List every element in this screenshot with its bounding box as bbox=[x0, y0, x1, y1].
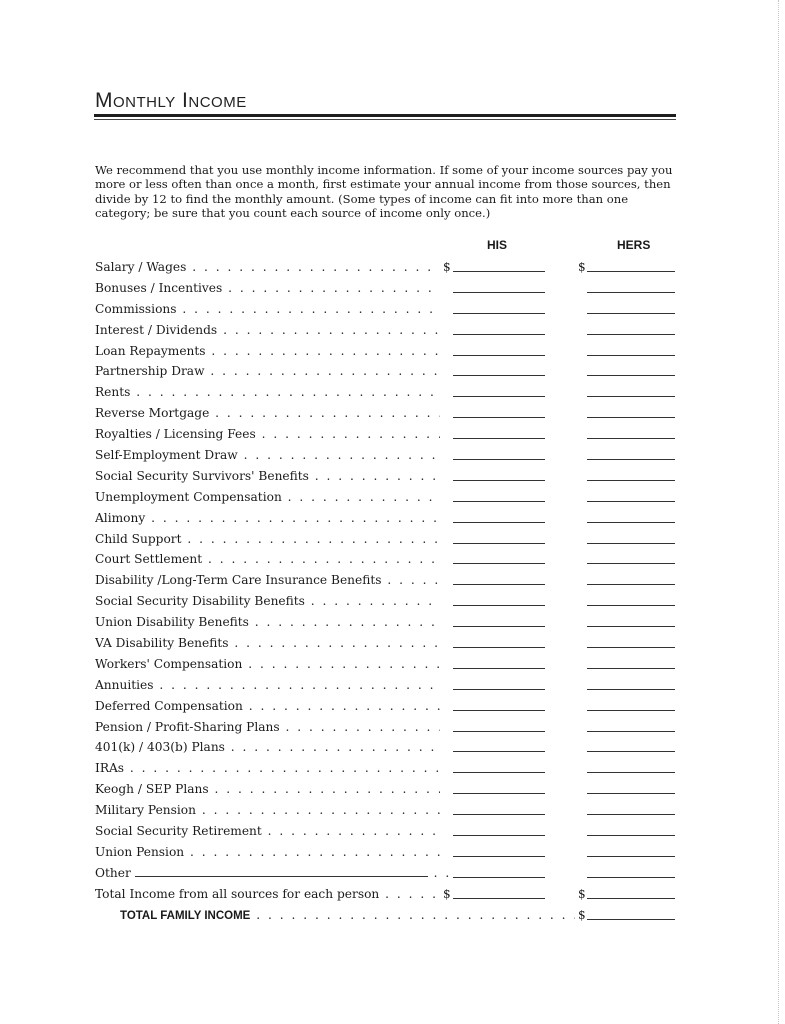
hers-total-field[interactable] bbox=[587, 898, 675, 899]
hers-amount-field[interactable] bbox=[587, 668, 675, 669]
income-row bbox=[95, 381, 685, 402]
his-amount-field[interactable] bbox=[453, 459, 545, 460]
other-description-field[interactable] bbox=[135, 866, 428, 877]
hers-amount-field[interactable] bbox=[587, 271, 675, 272]
column-header-hers: HERS bbox=[617, 238, 651, 252]
income-row bbox=[95, 444, 685, 465]
income-row bbox=[95, 799, 685, 820]
hers-amount-field[interactable] bbox=[587, 459, 675, 460]
his-amount-field[interactable] bbox=[453, 375, 545, 376]
income-label: Partnership Draw . . . bbox=[95, 363, 440, 379]
income-row bbox=[95, 340, 685, 361]
income-row bbox=[95, 611, 685, 632]
income-row bbox=[95, 632, 685, 653]
his-amount-field[interactable] bbox=[453, 334, 545, 335]
income-label: Bonuses / Incentives . . . bbox=[95, 280, 440, 296]
income-label: Interest / Dividends . . . bbox=[95, 322, 440, 338]
income-label: Child Support . . . bbox=[95, 531, 440, 547]
his-amount-field[interactable] bbox=[453, 543, 545, 544]
his-amount-field[interactable] bbox=[453, 835, 545, 836]
income-row-other bbox=[95, 862, 685, 883]
hers-amount-field[interactable] bbox=[587, 480, 675, 481]
total-family-income-text: TOTAL FAMILY INCOME bbox=[120, 909, 251, 922]
page-edge bbox=[778, 0, 780, 1024]
income-label: Annuities . . . bbox=[95, 677, 440, 693]
his-amount-field[interactable] bbox=[453, 710, 545, 711]
hers-amount-field[interactable] bbox=[587, 731, 675, 732]
hers-amount-field[interactable] bbox=[587, 501, 675, 502]
total-family-income-row bbox=[95, 904, 685, 925]
income-label: Salary / Wages . . . bbox=[95, 259, 440, 275]
income-label: Pension / Profit-Sharing Plans . . . bbox=[95, 719, 440, 735]
column-header-his: HIS bbox=[487, 238, 508, 252]
income-row bbox=[95, 820, 685, 841]
hers-amount-field[interactable] bbox=[587, 605, 675, 606]
title-rule-thin bbox=[94, 119, 676, 120]
hers-amount-field[interactable] bbox=[587, 375, 675, 376]
hers-amount-field[interactable] bbox=[587, 814, 675, 815]
his-dollar-sign: $ bbox=[443, 886, 451, 901]
income-label: 401(k) / 403(b) Plans . . . bbox=[95, 739, 440, 755]
hers-amount-field[interactable] bbox=[587, 334, 675, 335]
his-amount-field[interactable] bbox=[453, 731, 545, 732]
hers-amount-field[interactable] bbox=[587, 543, 675, 544]
his-amount-field[interactable] bbox=[453, 584, 545, 585]
his-amount-field[interactable] bbox=[453, 313, 545, 314]
other-label bbox=[95, 865, 451, 881]
income-row bbox=[95, 757, 685, 778]
income-label: Commissions . . . bbox=[95, 301, 440, 317]
hers-amount-field[interactable] bbox=[587, 710, 675, 711]
income-row bbox=[95, 256, 685, 277]
total-per-person-row bbox=[95, 883, 685, 904]
income-label: Union Disability Benefits . . . bbox=[95, 614, 440, 630]
income-label: Rents . . . bbox=[95, 384, 440, 400]
income-row bbox=[95, 360, 685, 381]
income-row bbox=[95, 402, 685, 423]
income-row bbox=[95, 277, 685, 298]
income-label: Workers' Compensation . . . bbox=[95, 656, 440, 672]
intro-paragraph: We recommend that you use monthly income information. If some of your income sources pay you more or less often than once a month, first estimate your annual income from those sources, then divide by 12 to find the monthly amount. (Some types of income can fit into more than one category; be sure that you count each source of income only once.) bbox=[95, 163, 673, 220]
his-amount-field[interactable] bbox=[453, 355, 545, 356]
hers-amount-field[interactable] bbox=[587, 647, 675, 648]
total-family-income-label bbox=[120, 907, 575, 924]
income-label: Union Pension . . . bbox=[95, 844, 440, 860]
hers-amount-field[interactable] bbox=[587, 313, 675, 314]
hers-dollar-sign: $ bbox=[578, 886, 586, 901]
his-amount-field[interactable] bbox=[453, 563, 545, 564]
income-label: Court Settlement . . . bbox=[95, 551, 440, 567]
hers-amount-field[interactable] bbox=[587, 522, 675, 523]
income-row bbox=[95, 528, 685, 549]
income-row bbox=[95, 569, 685, 590]
income-label: Military Pension . . . bbox=[95, 802, 440, 818]
hers-amount-field[interactable] bbox=[587, 563, 675, 564]
his-amount-field[interactable] bbox=[453, 877, 545, 878]
his-amount-field[interactable] bbox=[453, 647, 545, 648]
hers-amount-field[interactable] bbox=[587, 835, 675, 836]
his-amount-field[interactable] bbox=[453, 480, 545, 481]
income-label: Disability /Long-Term Care Insurance Benefits . . . bbox=[95, 572, 440, 588]
income-table bbox=[95, 256, 685, 925]
income-row bbox=[95, 465, 685, 486]
hers-amount-field[interactable] bbox=[587, 438, 675, 439]
his-total-field[interactable] bbox=[453, 898, 545, 899]
income-label: Royalties / Licensing Fees . . . bbox=[95, 426, 440, 442]
hers-amount-field[interactable] bbox=[587, 626, 675, 627]
income-row bbox=[95, 716, 685, 737]
income-row bbox=[95, 695, 685, 716]
his-amount-field[interactable] bbox=[453, 793, 545, 794]
income-label: IRAs . . . bbox=[95, 760, 440, 776]
his-amount-field[interactable] bbox=[453, 814, 545, 815]
income-label: Social Security Disability Benefits . . . bbox=[95, 593, 440, 609]
family-total-field[interactable] bbox=[587, 919, 675, 920]
income-label: Self-Employment Draw . . . bbox=[95, 447, 440, 463]
income-row bbox=[95, 841, 685, 862]
total-per-person-label: Total Income from all sources for each person . . . bbox=[95, 886, 440, 902]
income-row bbox=[95, 674, 685, 695]
his-amount-field[interactable] bbox=[453, 292, 545, 293]
hers-amount-field[interactable] bbox=[587, 417, 675, 418]
his-amount-field[interactable] bbox=[453, 772, 545, 773]
his-amount-field[interactable] bbox=[453, 271, 545, 272]
hers-amount-field[interactable] bbox=[587, 292, 675, 293]
his-amount-field[interactable] bbox=[453, 626, 545, 627]
hers-amount-field[interactable] bbox=[587, 689, 675, 690]
his-amount-field[interactable] bbox=[453, 417, 545, 418]
his-amount-field[interactable] bbox=[453, 396, 545, 397]
family-dollar-sign: $ bbox=[578, 907, 586, 922]
income-row bbox=[95, 298, 685, 319]
income-row bbox=[95, 590, 685, 611]
income-row bbox=[95, 548, 685, 569]
income-label: Social Security Survivors' Benefits . . . bbox=[95, 468, 440, 484]
income-label: VA Disability Benefits . . . bbox=[95, 635, 440, 651]
income-label: Loan Repayments . . . bbox=[95, 343, 440, 359]
his-amount-field[interactable] bbox=[453, 605, 545, 606]
income-label: Alimony . . . bbox=[95, 510, 440, 526]
his-amount-field[interactable] bbox=[453, 856, 545, 857]
hers-dollar-sign: $ bbox=[578, 260, 586, 274]
hers-amount-field[interactable] bbox=[587, 793, 675, 794]
hers-amount-field[interactable] bbox=[587, 355, 675, 356]
his-amount-field[interactable] bbox=[453, 689, 545, 690]
income-row bbox=[95, 778, 685, 799]
his-amount-field[interactable] bbox=[453, 501, 545, 502]
hers-amount-field[interactable] bbox=[587, 396, 675, 397]
hers-amount-field[interactable] bbox=[587, 877, 675, 878]
income-row bbox=[95, 653, 685, 674]
hers-amount-field[interactable] bbox=[587, 856, 675, 857]
hers-amount-field[interactable] bbox=[587, 751, 675, 752]
income-row bbox=[95, 507, 685, 528]
his-amount-field[interactable] bbox=[453, 668, 545, 669]
income-row bbox=[95, 736, 685, 757]
income-label: Unemployment Compensation . . . bbox=[95, 489, 440, 505]
income-row bbox=[95, 423, 685, 444]
income-label: Keogh / SEP Plans . . . bbox=[95, 781, 440, 797]
his-amount-field[interactable] bbox=[453, 438, 545, 439]
other-label-text: Other bbox=[95, 865, 131, 880]
income-row bbox=[95, 319, 685, 340]
income-label: Deferred Compensation . . . bbox=[95, 698, 440, 714]
his-amount-field[interactable] bbox=[453, 522, 545, 523]
title-rule bbox=[94, 114, 676, 117]
income-row bbox=[95, 486, 685, 507]
his-dollar-sign: $ bbox=[443, 260, 451, 274]
hers-amount-field[interactable] bbox=[587, 772, 675, 773]
hers-amount-field[interactable] bbox=[587, 584, 675, 585]
income-label: Social Security Retirement . . . bbox=[95, 823, 440, 839]
page-title: Monthly Income bbox=[95, 89, 247, 112]
income-label: Reverse Mortgage . . . bbox=[95, 405, 440, 421]
his-amount-field[interactable] bbox=[453, 751, 545, 752]
